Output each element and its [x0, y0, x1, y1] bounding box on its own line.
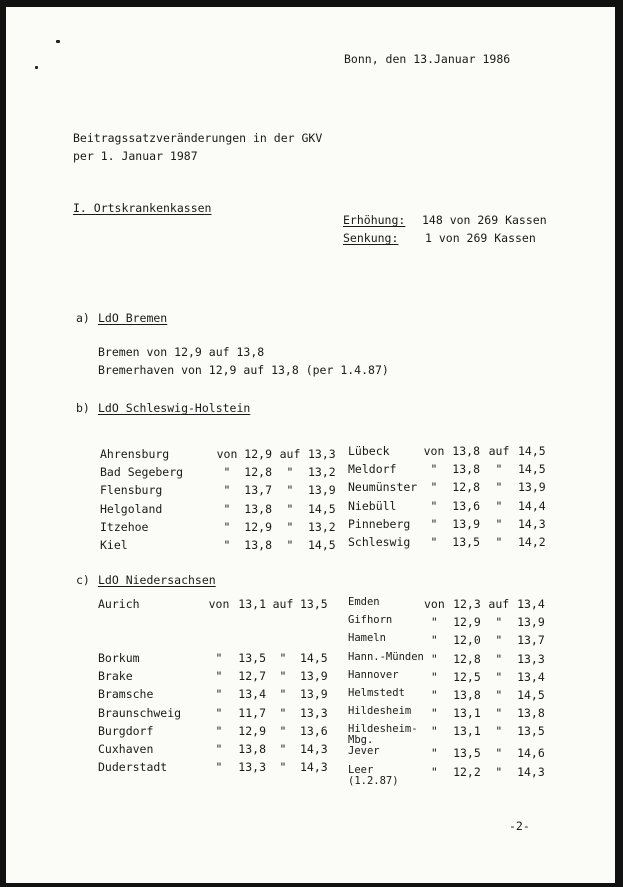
table-niedersachsen-right: [348, 597, 545, 787]
auf-marker: ": [495, 498, 503, 513]
old-rate: 12,9: [244, 447, 272, 461]
old-rate: 12,7: [238, 669, 266, 684]
old-rate: 13,5: [452, 534, 480, 549]
new-rate: 13,9: [308, 483, 336, 498]
new-rate: 13,3: [308, 447, 336, 461]
von-marker: ": [215, 651, 223, 665]
new-rate: 13,7: [517, 633, 545, 648]
auf-marker: ": [286, 501, 294, 516]
auf-marker: ": [279, 705, 287, 720]
table-row: [348, 444, 546, 462]
old-rate: 12,8: [244, 465, 272, 480]
table-row: [348, 615, 545, 633]
von-marker: ": [215, 723, 223, 738]
kasse-name: Emden: [348, 596, 380, 608]
table-row: [98, 597, 328, 615]
von-marker: ": [215, 687, 223, 702]
title-line-1: Beitragssatzveränderungen in der GKV: [73, 131, 323, 145]
kasse-name: Helmstedt: [348, 686, 405, 699]
auf-marker: ": [286, 465, 294, 480]
von-marker: ": [430, 633, 438, 648]
title-line-2: per 1. Januar 1987: [73, 149, 198, 163]
von-marker: ": [223, 501, 231, 516]
kasse-name: Hameln: [348, 632, 386, 645]
table-row: [348, 597, 545, 615]
new-rate: 13,9: [518, 480, 546, 495]
new-rate: 13,3: [300, 705, 328, 720]
von-marker: von: [423, 444, 445, 458]
old-rate: 13,8: [238, 741, 266, 756]
kasse-name: Niebüll: [348, 498, 397, 513]
old-rate: 13,8: [244, 501, 272, 516]
table-row: [348, 670, 545, 688]
table-niedersachsen-left-first: [98, 597, 328, 615]
new-rate: 14,5: [518, 444, 546, 458]
new-rate: 13,3: [517, 651, 545, 666]
kasse-name: Jever: [348, 745, 380, 758]
von-marker: ": [215, 741, 223, 756]
decrease-label: Senkung:: [343, 231, 399, 245]
old-rate: 12,8: [453, 651, 481, 666]
old-rate: 13,8: [453, 687, 481, 702]
old-rate: 13,1: [453, 706, 481, 721]
kasse-name: Bramsche: [98, 687, 154, 702]
new-rate: 14,5: [517, 687, 545, 702]
auf-marker: ": [495, 746, 503, 761]
kasse-name: Gifhorn: [348, 614, 393, 627]
table-row: [348, 652, 545, 670]
old-rate: 12,0: [453, 633, 481, 648]
table-row: [348, 688, 545, 706]
new-rate: 13,6: [300, 723, 328, 738]
new-rate: 13,9: [300, 687, 328, 702]
auf-marker: ": [495, 462, 503, 477]
scan-speck: [56, 40, 60, 43]
old-rate: 12,8: [452, 480, 480, 495]
new-rate: 14,4: [518, 498, 546, 513]
section-heading: I. Ortskrankenkassen: [73, 201, 212, 215]
table-row: [100, 447, 336, 465]
von-marker: von: [424, 597, 445, 611]
new-rate: 13,4: [517, 669, 545, 684]
auf-marker: auf: [272, 597, 294, 611]
auf-marker: ": [279, 669, 287, 684]
table-row: [98, 760, 328, 778]
kasse-name: Hildesheim-Mbg.: [348, 723, 418, 747]
von-marker: von: [208, 597, 230, 611]
kasse-name: Schleswig: [348, 534, 411, 549]
kasse-name: Hann.-Münden: [348, 650, 424, 663]
auf-marker: ": [495, 706, 503, 721]
kasse-name: Kiel: [100, 537, 128, 552]
kasse-name: Bad Segeberg: [100, 465, 184, 480]
von-marker: ": [430, 480, 438, 495]
kasse-name: Lübeck: [348, 444, 390, 458]
new-rate: 13,2: [308, 465, 336, 480]
old-rate: 13,1: [238, 597, 266, 611]
table-row: [348, 765, 545, 787]
von-marker: ": [430, 746, 438, 761]
auf-marker: ": [495, 516, 503, 531]
von-marker: ": [223, 465, 231, 480]
table-row: [98, 724, 328, 742]
old-rate: 13,5: [238, 651, 266, 665]
table-row: [98, 742, 328, 760]
auf-marker: ": [279, 687, 287, 702]
old-rate: 12,9: [453, 615, 481, 630]
new-rate: 13,9: [517, 615, 545, 630]
von-marker: ": [430, 462, 438, 477]
table-row: [348, 462, 546, 480]
page-number: -2-: [509, 819, 530, 833]
kasse-name: Braunschweig: [98, 705, 182, 720]
von-marker: ": [215, 669, 223, 684]
auf-marker: ": [495, 669, 503, 684]
auf-marker: ": [286, 483, 294, 498]
increase-label: Erhöhung:: [343, 213, 406, 227]
kasse-name: Leer (1.2.87): [348, 763, 399, 787]
von-marker: ": [215, 760, 223, 775]
table-row: [348, 724, 545, 746]
scan-speck: [35, 66, 38, 69]
new-rate: 13,9: [300, 669, 328, 684]
kasse-name: Cuxhaven: [98, 741, 154, 756]
old-rate: 13,8: [244, 537, 272, 552]
kasse-name: Borkum: [98, 651, 140, 665]
old-rate: 13,8: [452, 462, 480, 477]
subsection-c-marker: c): [76, 573, 90, 587]
old-rate: 13,5: [453, 746, 481, 761]
kasse-name: Hildesheim: [348, 705, 412, 718]
auf-marker: auf: [279, 447, 301, 461]
von-marker: ": [430, 724, 438, 739]
auf-marker: ": [286, 519, 294, 534]
old-rate: 11,7: [238, 705, 266, 720]
old-rate: 13,4: [238, 687, 266, 702]
new-rate: 14,5: [308, 537, 336, 552]
auf-marker: ": [279, 760, 287, 775]
table-row: [348, 499, 546, 517]
von-marker: ": [430, 516, 438, 531]
subsection-b-marker: b): [76, 401, 90, 415]
table-row: [100, 502, 336, 520]
decrease-value: 1 von 269 Kassen: [425, 231, 536, 245]
old-rate: 13,3: [238, 760, 266, 775]
auf-marker: ": [495, 633, 503, 648]
table-row: [348, 746, 545, 764]
von-marker: ": [430, 687, 438, 702]
kasse-name: Brake: [98, 669, 133, 684]
table-row: [348, 517, 546, 535]
von-marker: ": [430, 534, 438, 549]
table-row: [348, 535, 546, 553]
von-marker: ": [430, 669, 438, 684]
new-rate: 14,5: [518, 462, 546, 477]
table-row: [98, 669, 328, 687]
date-line: Bonn, den 13.Januar 1986: [344, 52, 511, 66]
table-row: [98, 651, 328, 669]
von-marker: ": [430, 615, 438, 630]
kasse-name: Aurich: [98, 597, 140, 611]
new-rate: 14,3: [300, 741, 328, 756]
subsection-a-marker: a): [76, 311, 90, 325]
new-rate: 13,8: [517, 706, 545, 721]
old-rate: 13,6: [452, 498, 480, 513]
auf-marker: ": [279, 651, 287, 665]
new-rate: 13,5: [300, 597, 328, 611]
kasse-name: Hannover: [348, 668, 399, 681]
old-rate: 13,8: [452, 444, 480, 458]
auf-marker: ": [495, 724, 503, 739]
new-rate: 13,5: [517, 724, 545, 739]
old-rate: 12,5: [453, 669, 481, 684]
auf-marker: ": [495, 480, 503, 495]
auf-marker: ": [495, 764, 503, 779]
kasse-name: Neumünster: [348, 480, 418, 495]
von-marker: ": [430, 498, 438, 513]
von-marker: ": [430, 764, 438, 779]
auf-marker: ": [495, 687, 503, 702]
table-row: [98, 687, 328, 705]
table-row: [100, 520, 336, 538]
table-niedersachsen-left: [98, 651, 328, 778]
table-schleswig-holstein-left: [100, 447, 336, 556]
table-row: [100, 483, 336, 501]
table-schleswig-holstein-right: [348, 444, 546, 553]
old-rate: 12,2: [453, 764, 481, 779]
old-rate: 12,3: [453, 597, 481, 611]
auf-marker: ": [279, 723, 287, 738]
table-row: [100, 465, 336, 483]
von-marker: ": [215, 705, 223, 720]
table-row: [348, 633, 545, 651]
new-rate: 14,3: [518, 516, 546, 531]
auf-marker: auf: [488, 444, 510, 458]
kasse-name: Burgdorf: [98, 723, 154, 738]
document-page: [6, 7, 615, 883]
old-rate: 12,9: [238, 723, 266, 738]
von-marker: ": [223, 519, 231, 534]
von-marker: ": [223, 537, 231, 552]
von-marker: ": [430, 706, 438, 721]
old-rate: 13,7: [244, 483, 272, 498]
kasse-name: Meldorf: [348, 462, 397, 477]
new-rate: 14,5: [308, 501, 336, 516]
auf-marker: ": [495, 615, 503, 630]
table-row: [348, 480, 546, 498]
kasse-name: Pinneberg: [348, 516, 411, 531]
kasse-name: Flensburg: [100, 483, 163, 498]
subsection-a-title: LdO Bremen: [98, 311, 168, 325]
new-rate: 14,2: [518, 534, 546, 549]
bremen-line: Bremen von 12,9 auf 13,8: [98, 345, 265, 359]
auf-marker: auf: [488, 597, 510, 611]
table-row: [100, 538, 336, 556]
kasse-name: Duderstadt: [98, 760, 168, 775]
auf-marker: ": [495, 534, 503, 549]
new-rate: 14,6: [517, 746, 545, 761]
von-marker: ": [223, 483, 231, 498]
new-rate: 13,4: [517, 597, 545, 611]
table-row: [98, 706, 328, 724]
new-rate: 13,2: [308, 519, 336, 534]
new-rate: 14,3: [517, 764, 545, 779]
auf-marker: ": [495, 651, 503, 666]
increase-value: 148 von 269 Kassen: [422, 213, 547, 227]
subsection-b-title: LdO Schleswig-Holstein: [98, 401, 251, 415]
old-rate: 12,9: [244, 519, 272, 534]
von-marker: von: [216, 447, 238, 461]
auf-marker: ": [279, 741, 287, 756]
new-rate: 14,3: [300, 760, 328, 775]
old-rate: 13,9: [452, 516, 480, 531]
subsection-c-title: LdO Niedersachsen: [98, 573, 216, 587]
auf-marker: ": [286, 537, 294, 552]
bremerhaven-line: Bremerhaven von 12,9 auf 13,8 (per 1.4.87): [98, 363, 389, 377]
kasse-name: Itzehoe: [100, 519, 149, 534]
kasse-name: Ahrensburg: [100, 447, 170, 461]
kasse-name: Helgoland: [100, 501, 163, 516]
new-rate: 14,5: [300, 651, 328, 665]
table-row: [348, 706, 545, 724]
old-rate: 13,1: [453, 724, 481, 739]
von-marker: ": [430, 651, 438, 666]
